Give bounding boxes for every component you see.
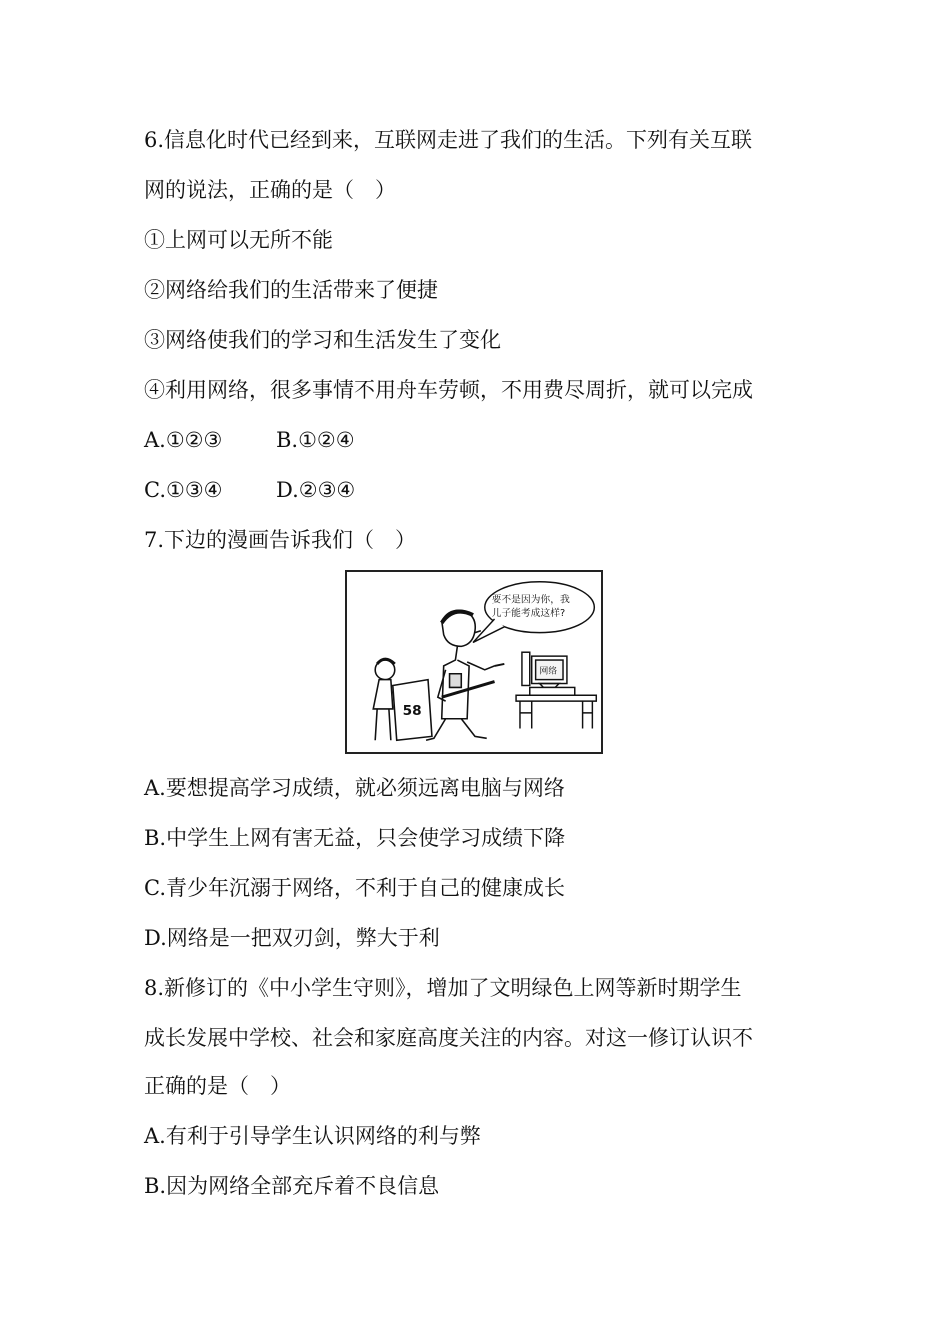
q8-stem-line2: 成长发展中学校、社会和家庭高度关注的内容。对这一修订认识不 — [144, 1026, 753, 1050]
q7-stem: 7.下边的漫画告诉我们（ ） — [144, 528, 417, 552]
q8-stem-line1: 8.新修订的《中小学生守则》，增加了文明绿色上网等新时期学生 — [144, 976, 742, 1000]
q6-item-4: ④利用网络，很多事情不用舟车劳顿，不用费尽周折，就可以完成 — [144, 378, 753, 402]
q6-item-1: ①上网可以无所不能 — [144, 228, 333, 252]
q6-options-row-2 — [144, 476, 355, 504]
q7-option-b: B.中学生上网有害无益，只会使学习成绩下降 — [144, 826, 566, 850]
bubble-line1: 要不是因为你，我 — [491, 594, 570, 606]
q6-option-a: A.①②③ — [144, 428, 223, 452]
test-score: 58 — [402, 702, 422, 719]
child-figure — [373, 659, 395, 740]
q7-option-a: A.要想提高学习成绩，就必须远离电脑与网络 — [144, 776, 565, 800]
cartoon-drawing — [347, 572, 601, 752]
q6-stem-line1: 6.信息化时代已经到来，互联网走进了我们的生活。下列有关互联 — [144, 128, 753, 152]
bubble-line2: 儿子能考成这样? — [491, 608, 566, 620]
q6-option-c: C.①③④ — [144, 478, 223, 502]
computer-screen-label: 网络 — [539, 666, 558, 677]
q8-option-b: B.因为网络全部充斥着不良信息 — [144, 1174, 440, 1198]
q6-option-d: D.②③④ — [276, 478, 356, 502]
q7-cartoon — [345, 570, 603, 754]
q6-stem-line2: 网的说法，正确的是（ ） — [144, 178, 396, 202]
test-paper — [393, 680, 432, 741]
q8-option-a: A.有利于引导学生认识网络的利与弊 — [144, 1124, 481, 1148]
q8-stem-line3: 正确的是（ ） — [144, 1074, 291, 1098]
q6-item-2: ②网络给我们的生活带来了便捷 — [144, 278, 438, 302]
q6-item-3: ③网络使我们的学习和生活发生了变化 — [144, 328, 501, 352]
q6-option-b: B.①②④ — [276, 428, 355, 452]
q6-options-row-1 — [144, 426, 355, 454]
q7-option-c: C.青少年沉溺于网络，不利于自己的健康成长 — [144, 876, 565, 900]
q7-option-d: D.网络是一把双刃剑，弊大于利 — [144, 926, 440, 950]
computer-desk — [516, 652, 596, 728]
